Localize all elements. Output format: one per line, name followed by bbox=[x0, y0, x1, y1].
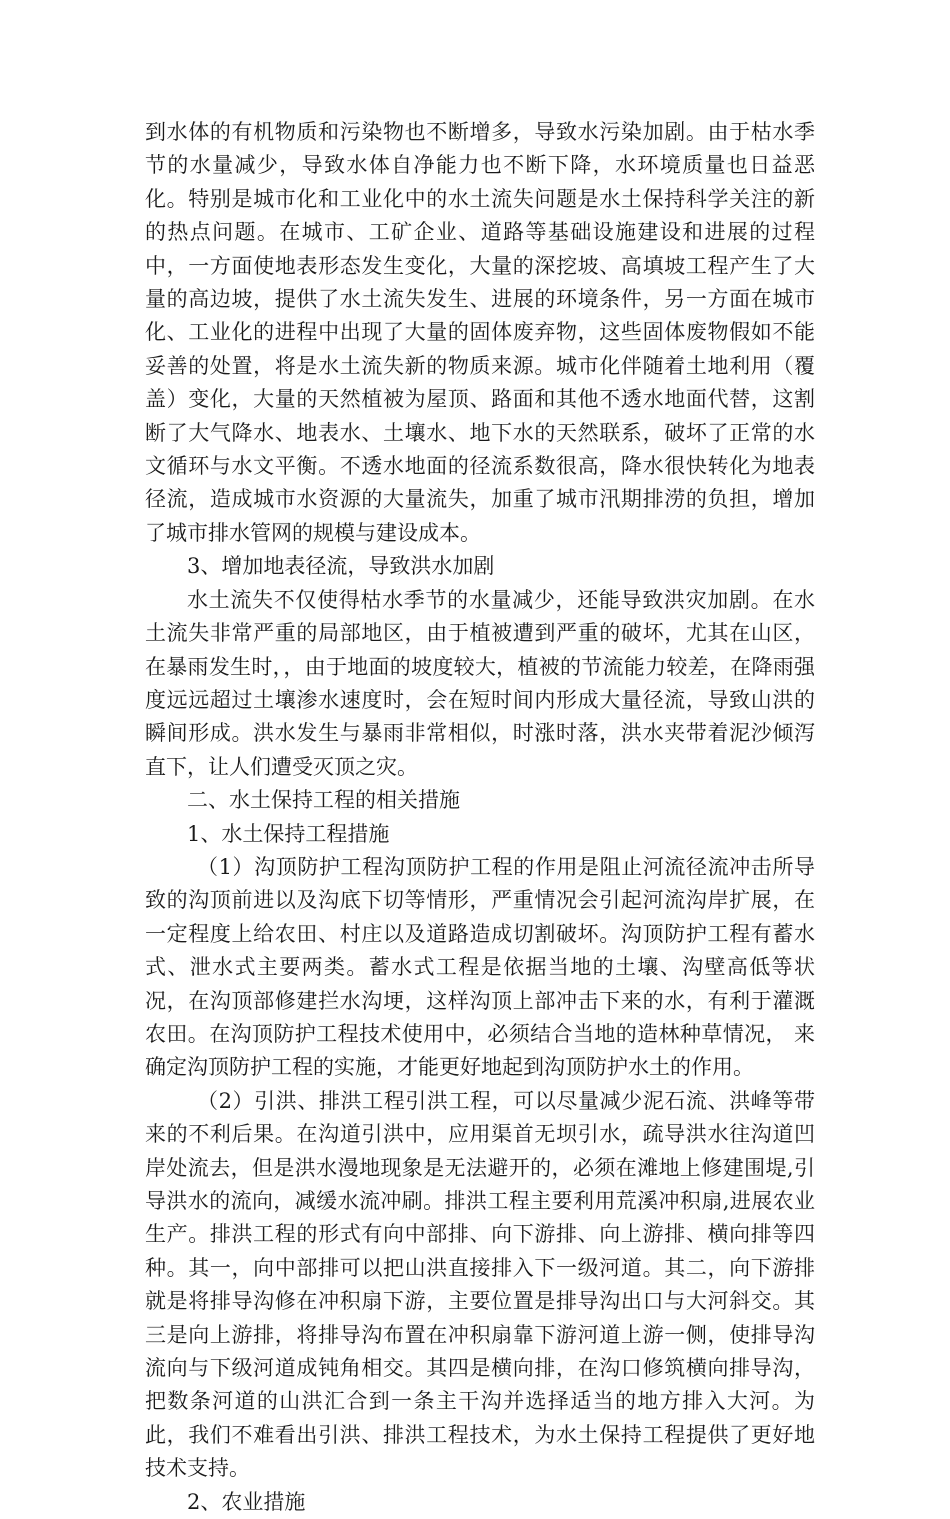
paragraph-flood-diversion: （2）引洪、排洪工程引洪工程，可以尽量减少泥石流、洪峰等带来的不利后果。在沟道引洪中，应用渠首无坝引水，疏导洪水往沟道凹岸处流去，但是洪水漫地现象是无法避开的，必须在滩地上修建围堤,引导洪水的流向，减缓水流冲刷。排洪工程主要利用荒溪冲积扇,进展农业生产。排洪工程的形式有向中部排、向下游排、向上游排、横向排等四种。其一，向中部排可以把山洪直接排入下一级河道。其二，向下游排就是将排导沟修在冲积扇下游，主要位置是排导沟出口与大河斜交。其三是向上游排，将排导沟布置在冲积扇靠下游河道上游一侧，使排导沟流向与下级河道成钝角相交。其四是横向排，在沟口修筑横向排导沟，把数条河道的山洪汇合到一条主干沟并选择适当的地方排入大河。为此，我们不难看出引洪、排洪工程技术，为水土保持工程提供了更好地技术支持。 bbox=[145, 1088, 815, 1481]
heading-agricultural-measures: 2、农业措施 bbox=[187, 1489, 306, 1514]
paragraph-gully-head-protection: （1）沟顶防护工程沟顶防护工程的作用是阻止河流径流冲击所导致的沟顶前进以及沟底下切等情形，严重情况会引起河流沟岸扩展，在一定程度上给农田、村庄以及道路造成切割破坏。沟顶防护工程有蓄水式、泄水式主要两类。蓄水式工程是依据当地的土壤、沟壁高低等状况，在沟顶部修建拦水沟埂，这样沟顶上部冲击下来的水，有利于灌溉农田。在沟顶防护工程技术使用中，必须结合当地的造林种草情况， 来确定沟顶防护工程的实施，才能更好地起到沟顶防护水土的作用。 bbox=[145, 854, 815, 1080]
document-body bbox=[145, 116, 815, 1519]
heading-engineering-measures: 1、水土保持工程措施 bbox=[187, 821, 390, 846]
heading-runoff-flood: 3、增加地表径流，导致洪水加剧 bbox=[187, 554, 495, 579]
paragraph-flood: 水土流失不仅使得枯水季节的水量减少，还能导致洪灾加剧。在水土流失非常严重的局部地区，由于植被遭到严重的破坏，尤其在山区，在暴雨发生时，，由于地面的坡度较大，植被的节流能力较差，在降雨强度远远超过土壤渗水速度时，会在短时间内形成大量径流，导致山洪的瞬间形成。洪水发生与暴雨非常相似，时涨时落，洪水夹带着泥沙倾泻直下，让人们遭受灭顶之灾。 bbox=[145, 587, 815, 779]
paragraph-water-pollution: 到水体的有机物质和污染物也不断增多，导致水污染加剧。由于枯水季节的水量减少，导致水体自净能力也不断下降，水环境质量也日益恶化。特别是城市化和工业化中的水土流失问题是水土保持科学关注的新的热点问题。在城市、工矿企业、道路等基础设施建设和进展的过程中，一方面使地表形态发生变化，大量的深挖坡、高填坡工程产生了大量的高边坡，提供了水土流失发生、进展的环境条件，另一方面在城市化、工业化的进程中出现了大量的固体废弃物，这些固体废物假如不能妥善的处置，将是水土流失新的物质来源。城市化伴随着土地利用（覆盖）变化，大量的天然植被为屋顶、路面和其他不透水地面代替，这割断了大气降水、地表水、土壤水、地下水的天然联系，破坏了正常的水文循环与水文平衡。不透水地面的径流系数很高，降水很快转化为地表径流，造成城市水资源的大量流失，加重了城市汛期排涝的负担，增加了城市排水管网的规模与建设成本。 bbox=[145, 120, 815, 545]
heading-section-two: 二、水土保持工程的相关措施 bbox=[187, 788, 460, 813]
